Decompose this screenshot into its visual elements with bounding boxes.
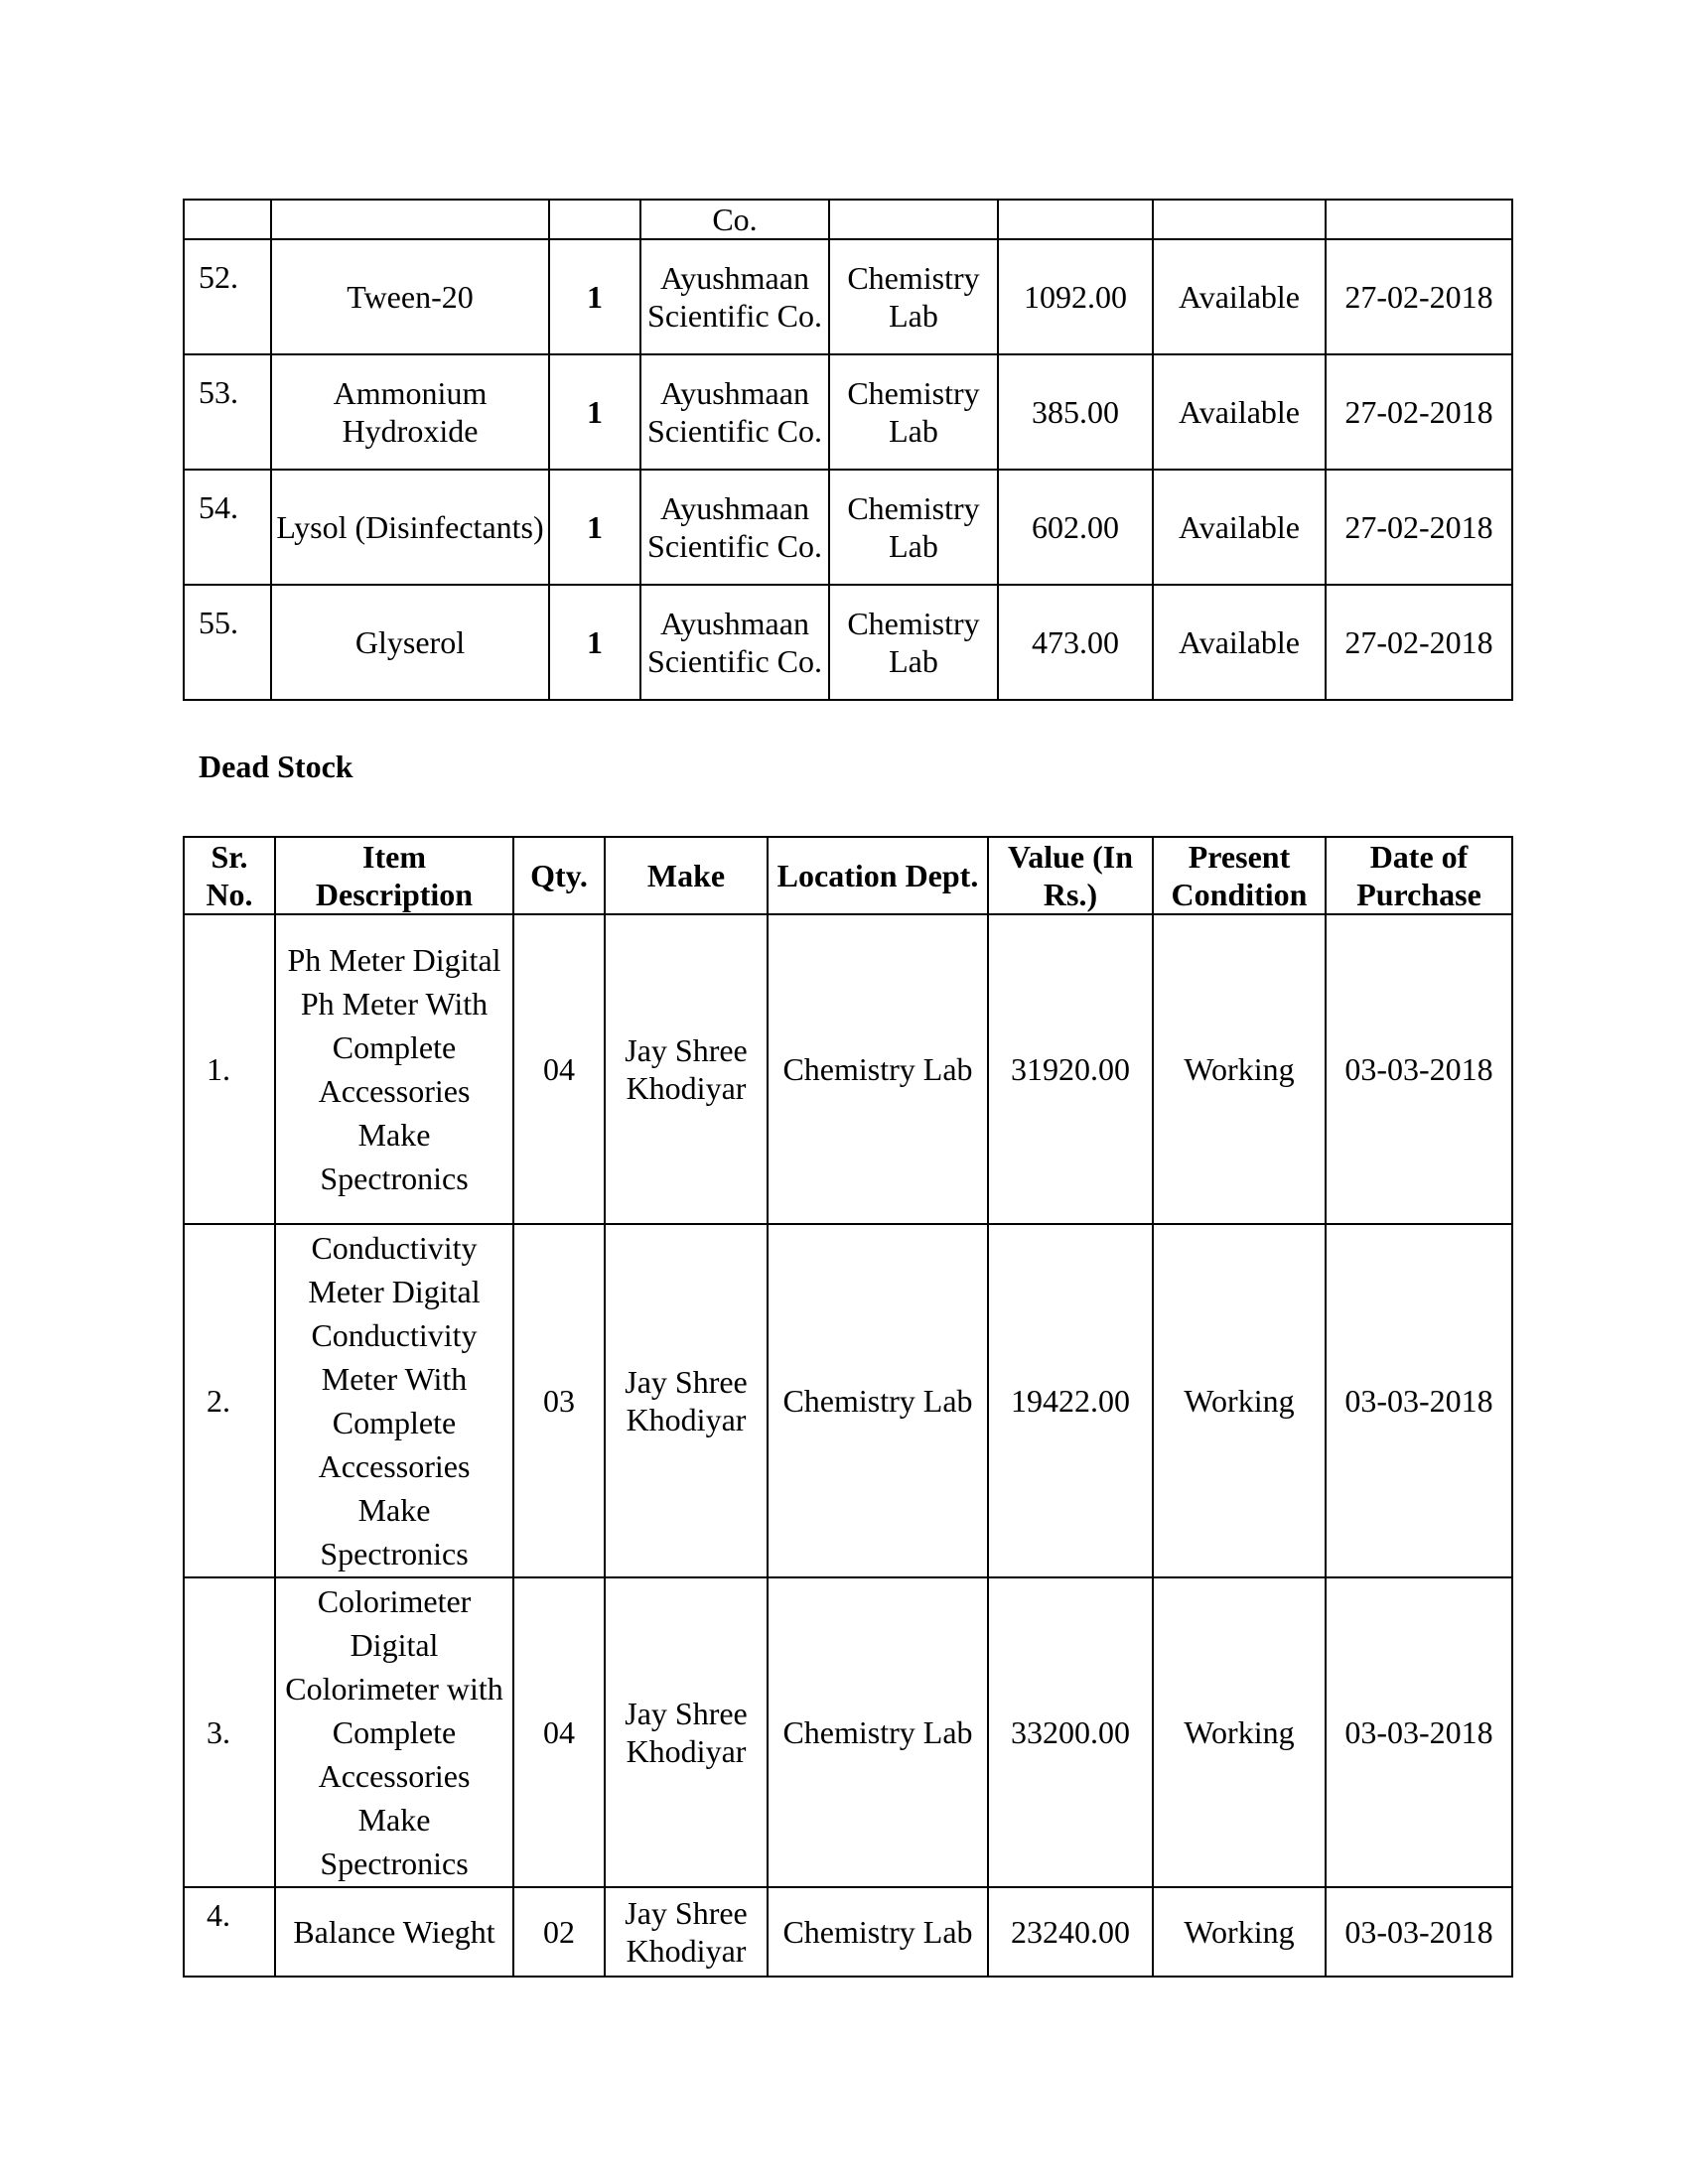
table-row <box>184 354 1512 470</box>
cell-item: Glyserol <box>271 585 549 700</box>
cell-value: 23240.00 <box>988 1887 1153 1977</box>
cell-location: Chemistry Lab <box>829 239 998 354</box>
cell-condition: Available <box>1153 470 1326 585</box>
cell-date <box>1326 200 1512 239</box>
cell-condition: Available <box>1153 585 1326 700</box>
cell-condition: Working <box>1153 1577 1326 1887</box>
cell-qty: 1 <box>549 470 640 585</box>
cell-value: 19422.00 <box>988 1224 1153 1577</box>
cell-sr: 1. <box>184 914 275 1224</box>
table-header-row <box>184 837 1512 914</box>
dead-stock-heading: Dead Stock <box>199 749 353 784</box>
cell-sr: 52. <box>184 239 271 354</box>
header-location: Location Dept. <box>768 837 988 914</box>
cell-location: Chemistry Lab <box>768 1577 988 1887</box>
cell-date: 03-03-2018 <box>1326 1224 1512 1577</box>
cell-qty: 1 <box>549 354 640 470</box>
cell-location: Chemistry Lab <box>829 354 998 470</box>
cell-make: Jay Shree Khodiyar <box>605 1887 768 1977</box>
cell-value: 1092.00 <box>998 239 1153 354</box>
cell-value: 31920.00 <box>988 914 1153 1224</box>
cell-date: 27-02-2018 <box>1326 470 1512 585</box>
cell-sr: 2. <box>184 1224 275 1577</box>
cell-make: Co. <box>640 200 829 239</box>
cell-make: Ayushmaan Scientific Co. <box>640 354 829 470</box>
header-sr: Sr. No. <box>184 837 275 914</box>
cell-location <box>829 200 998 239</box>
cell-item: Balance Wieght <box>275 1887 513 1977</box>
cell-item: Colorimeter Digital Colorimeter with Complete Accessories Make Spectronics <box>275 1577 513 1887</box>
cell-make: Ayushmaan Scientific Co. <box>640 239 829 354</box>
cell-location: Chemistry Lab <box>768 914 988 1224</box>
cell-date: 03-03-2018 <box>1326 1577 1512 1887</box>
cell-condition: Working <box>1153 914 1326 1224</box>
header-date: Date of Purchase <box>1326 837 1512 914</box>
table-row <box>184 239 1512 354</box>
cell-make: Ayushmaan Scientific Co. <box>640 470 829 585</box>
cell-item: Lysol (Disinfectants) <box>271 470 549 585</box>
header-qty: Qty. <box>513 837 605 914</box>
cell-qty: 03 <box>513 1224 605 1577</box>
cell-qty: 1 <box>549 585 640 700</box>
cell-sr: 4. <box>184 1887 275 1977</box>
header-value: Value (In Rs.) <box>988 837 1153 914</box>
header-make: Make <box>605 837 768 914</box>
cell-date: 03-03-2018 <box>1326 1887 1512 1977</box>
table-row <box>184 1224 1512 1577</box>
cell-value: 602.00 <box>998 470 1153 585</box>
cell-item <box>271 200 549 239</box>
cell-condition: Available <box>1153 354 1326 470</box>
header-condition: Present Condition <box>1153 837 1326 914</box>
cell-value: 33200.00 <box>988 1577 1153 1887</box>
cell-qty: 02 <box>513 1887 605 1977</box>
cell-make: Jay Shree Khodiyar <box>605 1224 768 1577</box>
cell-location: Chemistry Lab <box>768 1224 988 1577</box>
table-row <box>184 585 1512 700</box>
cell-item: Ph Meter Digital Ph Meter With Complete Accessories Make Spectronics <box>275 914 513 1224</box>
cell-item: Tween-20 <box>271 239 549 354</box>
cell-value <box>998 200 1153 239</box>
cell-date: 27-02-2018 <box>1326 354 1512 470</box>
cell-value: 473.00 <box>998 585 1153 700</box>
table-row <box>184 470 1512 585</box>
cell-date: 03-03-2018 <box>1326 914 1512 1224</box>
cell-item: Conductivity Meter Digital Conductivity Meter With Complete Accessories Make Spectronics <box>275 1224 513 1577</box>
cell-qty: 04 <box>513 1577 605 1887</box>
cell-condition: Working <box>1153 1887 1326 1977</box>
cell-item: Ammonium Hydroxide <box>271 354 549 470</box>
cell-sr: 53. <box>184 354 271 470</box>
cell-sr <box>184 200 271 239</box>
cell-location: Chemistry Lab <box>768 1887 988 1977</box>
cell-date: 27-02-2018 <box>1326 585 1512 700</box>
cell-condition: Available <box>1153 239 1326 354</box>
cell-make: Jay Shree Khodiyar <box>605 914 768 1224</box>
cell-location: Chemistry Lab <box>829 470 998 585</box>
cell-qty: 1 <box>549 239 640 354</box>
cell-sr: 3. <box>184 1577 275 1887</box>
cell-location: Chemistry Lab <box>829 585 998 700</box>
header-item: Item Description <box>275 837 513 914</box>
table-row <box>184 200 1512 239</box>
cell-date: 27-02-2018 <box>1326 239 1512 354</box>
cell-sr: 55. <box>184 585 271 700</box>
cell-condition: Working <box>1153 1224 1326 1577</box>
table-row <box>184 1577 1512 1887</box>
cell-qty: 04 <box>513 914 605 1224</box>
cell-make: Jay Shree Khodiyar <box>605 1577 768 1887</box>
table-row <box>184 1887 1512 1977</box>
cell-qty <box>549 200 640 239</box>
cell-sr: 54. <box>184 470 271 585</box>
cell-value: 385.00 <box>998 354 1153 470</box>
cell-make: Ayushmaan Scientific Co. <box>640 585 829 700</box>
consumables-table <box>183 199 1513 701</box>
cell-condition <box>1153 200 1326 239</box>
table-row <box>184 914 1512 1224</box>
dead-stock-table <box>183 836 1513 1978</box>
